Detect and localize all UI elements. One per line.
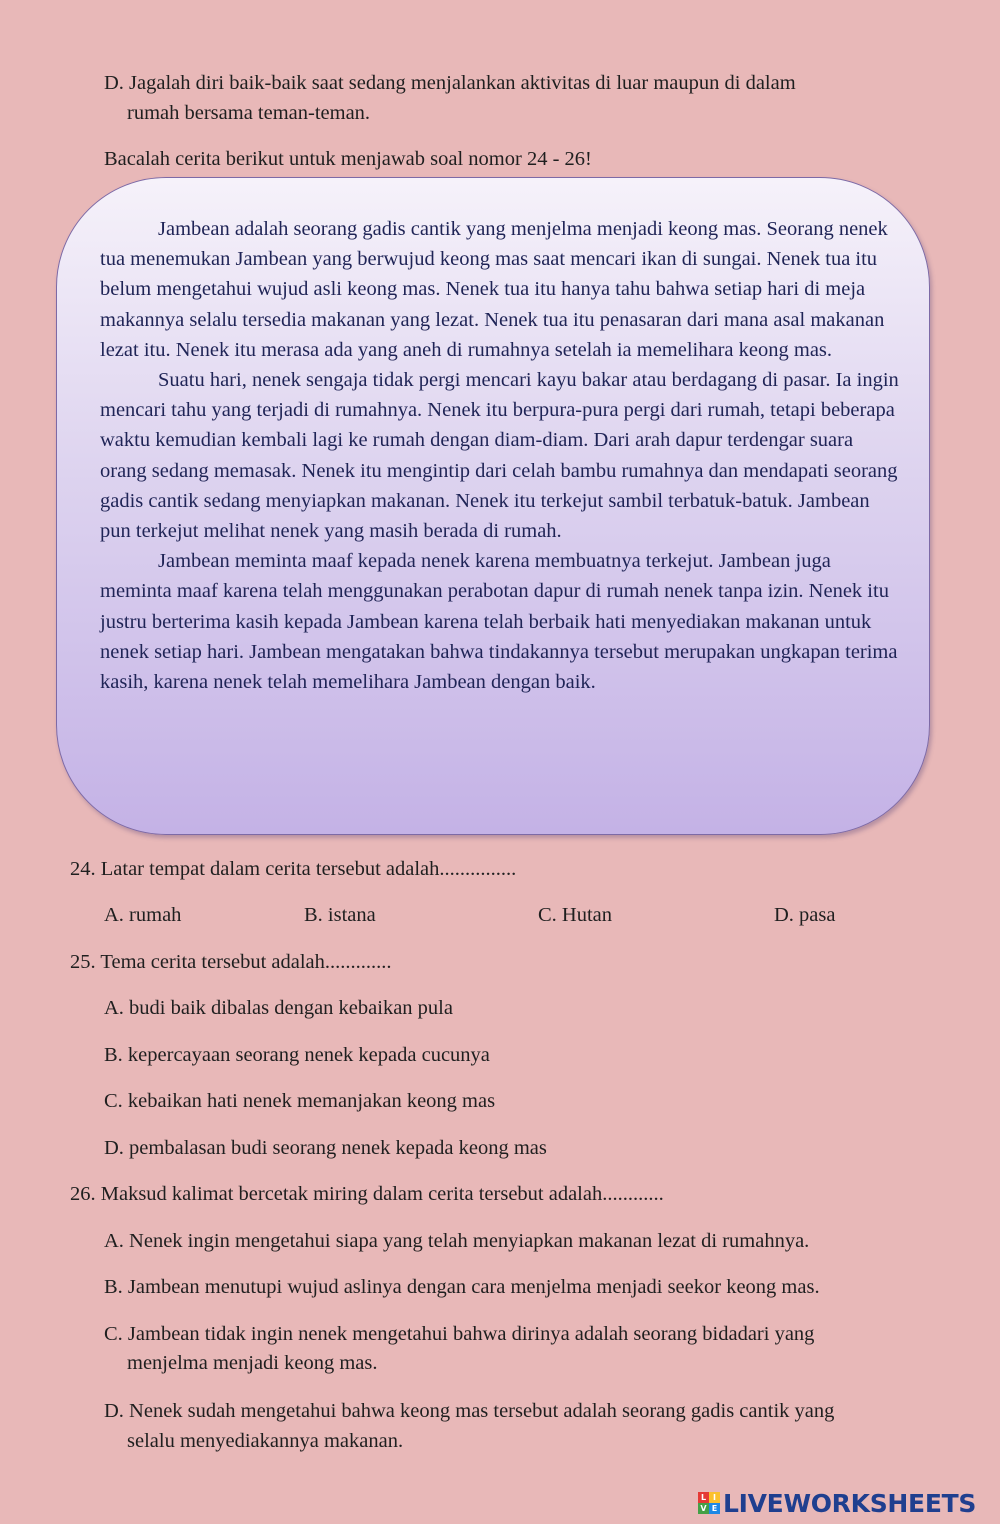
story-paragraph-3: Jambean meminta maaf kepada nenek karena membuatnya terkejut. Jambean juga meminta maaf karena telah menggunakan perabotan dapur di rumah nenek tanpa izin. Nenek itu justru berterima kasih kepada Jambean karena telah berbaik hati menyediakan makanan untuk nenek setiap hari. Jambean mengatakan bahwa tindakannya tersebut merupakan ungkapan terima kasih, karena nenek telah memelihara Jambean dengan baik. (100, 550, 898, 694)
q26-option-a[interactable]: A. Nenek ingin mengetahui siapa yang telah menyiapkan makanan lezat di rumahnya. (104, 1230, 810, 1252)
prev-option-d-line2: rumah bersama teman-teman. (127, 102, 371, 124)
q24-option-a[interactable]: A. rumah (104, 904, 182, 926)
logo-letter-v: V (698, 1503, 709, 1514)
q25-option-a[interactable]: A. budi baik dibalas dengan kebaikan pula (104, 997, 453, 1019)
q25-option-b[interactable]: B. kepercayaan seorang nenek kepada cucunya (104, 1044, 490, 1066)
liveworksheets-logo (698, 1486, 976, 1520)
question-24: 24. Latar tempat dalam cerita tersebut adalah............... (70, 858, 517, 880)
logo-letter-i: I (709, 1492, 720, 1503)
question-25: 25. Tema cerita tersebut adalah............. (70, 951, 392, 973)
q24-option-b[interactable]: B. istana (304, 904, 376, 926)
logo-letter-l: L (698, 1492, 709, 1503)
q25-option-c[interactable]: C. kebaikan hati nenek memanjakan keong mas (104, 1090, 496, 1112)
q24-option-c[interactable]: C. Hutan (538, 904, 613, 926)
story-paragraph-1: Jambean adalah seorang gadis cantik yang menjelma menjadi keong mas. Seorang nenek tua menemukan Jambean yang berwujud keong mas saat mencari ikan di sungai. Nenek tua itu belum mengetahui wujud asli keong mas. Nenek tua itu hanya tahu bahwa setiap hari di meja makannya selalu tersedia makanan yang lezat. Nenek tua itu penasaran dari mana asal makanan lezat itu. Nenek itu merasa ada yang aneh di rumahnya setelah ia memelihara keong mas. (100, 218, 888, 361)
story-text (100, 214, 900, 697)
q24-option-d[interactable]: D. pasa (774, 904, 836, 926)
question-26: 26. Maksud kalimat bercetak miring dalam cerita tersebut adalah............ (70, 1183, 664, 1205)
q26-option-d-cont[interactable]: selalu menyediakannya makanan. (127, 1430, 404, 1452)
brand-name: LIVEWORKSHEETS (723, 1488, 977, 1518)
q26-option-b[interactable]: B. Jambean menutupi wujud aslinya dengan cara menjelma menjadi seekor keong mas. (104, 1276, 820, 1298)
q26-option-d[interactable]: D. Nenek sudah mengetahui bahwa keong mas tersebut adalah seorang gadis cantik yang (104, 1400, 835, 1422)
logo-letter-e: E (709, 1503, 720, 1514)
reading-instruction: Bacalah cerita berikut untuk menjawab soal nomor 24 - 26! (104, 148, 592, 170)
logo-grid-icon (698, 1492, 720, 1514)
story-paragraph-2: Suatu hari, nenek sengaja tidak pergi mencari kayu bakar atau berdagang di pasar. Ia ingin mencari tahu yang terjadi di rumahnya. Nenek itu berpura-pura pergi dari rumah, tetapi beberapa waktu kemudian kembali lagi ke rumah dengan diam-diam. Dari arah dapur terdengar suara orang sedang memasak. Nenek itu mengintip dari celah bambu rumahnya dan mendapati seorang gadis cantik sedang menyiapkan makanan. Nenek itu terkejut sambil terbatuk-batuk. Jambean pun terkejut melihat nenek yang masih berada di rumah. (100, 369, 899, 543)
q26-option-c[interactable]: C. Jambean tidak ingin nenek mengetahui bahwa dirinya adalah seorang bidadari yang (104, 1323, 815, 1345)
prev-option-d-line1: D. Jagalah diri baik-baik saat sedang menjalankan aktivitas di luar maupun di dalam (104, 72, 796, 94)
q26-option-c-cont[interactable]: menjelma menjadi keong mas. (127, 1352, 378, 1374)
q25-option-d[interactable]: D. pembalasan budi seorang nenek kepada keong mas (104, 1137, 547, 1159)
